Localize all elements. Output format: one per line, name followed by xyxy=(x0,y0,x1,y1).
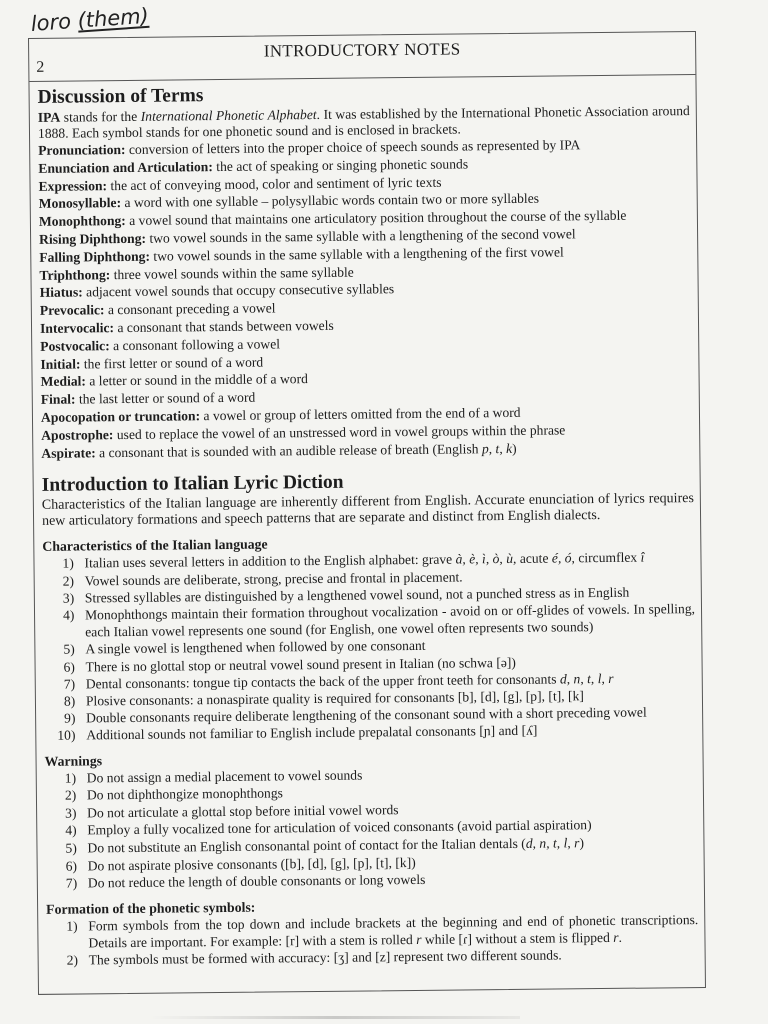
section-title-terms: Discussion of Terms xyxy=(37,85,204,108)
list-item: 1) Do not assign a medial placement to vowel sounds xyxy=(64,767,363,786)
page-title: INTRODUCTORY NOTES xyxy=(263,39,461,61)
term-item: Rising Diphthong: two vowel sounds in the same syllable with a lengthening of the second vowel xyxy=(39,226,576,247)
list-item: 3) Do not articulate a glottal stop before initial vowel words xyxy=(65,801,399,821)
handwritten-word: loro xyxy=(30,9,72,36)
list-item: 4) Employ a fully vocalized tone for articulation of voiced consonants (avoid partial aspiration) xyxy=(65,817,592,839)
warnings-list xyxy=(45,763,698,893)
scan-artifact xyxy=(150,1016,520,1019)
list-item: 7) Do not reduce the length of double consonants or long vowels xyxy=(65,872,426,891)
formation-list xyxy=(46,911,699,969)
list-item: 2) Vowel sounds are deliberate, strong, precise and frontal in placement. xyxy=(62,569,463,589)
section-title-italian: Introduction to Italian Lyric Diction xyxy=(41,472,344,497)
list-item: 6) There is no glottal stop or neutral vowel sound present in Italian (no schwa [ə]) xyxy=(63,654,516,675)
list-item: 7) Dental consonants: tongue tip contacts the back of the upper front teeth for consonants d, n, t, l, r xyxy=(63,670,614,692)
term-item: Prevocalic: a consonant preceding a vowel xyxy=(39,300,276,319)
list-item: 9) Double consonants require deliberate lengthening of the consonant sound with a short preceding vowel xyxy=(64,704,647,726)
term-item: Medial: a letter or sound in the middle of a word xyxy=(40,371,308,390)
term-item: Monophthong: a vowel sound that maintains one articulatory position throughout the course of the syllable xyxy=(38,207,627,230)
term-item: Monosyllable: a word with one syllable – polysyllabic words contain two or more syllables xyxy=(38,191,540,212)
handwritten-annotation xyxy=(30,4,150,36)
term-item: Expression: the act of conveying mood, color and sentiment of lyric texts xyxy=(38,174,442,194)
italian-intro-paragraph: Characteristics of the Italian language are inherently different from English. Accurate enunciation of lyrics requires new articulatory formations and speech patterns that are separate and distinct from English dialects. xyxy=(41,491,694,530)
term-item: Intervocalic: a consonant that stands between vowels xyxy=(39,317,334,336)
list-item: 1) Italian uses several letters in addition to the English alphabet: grave à, è, ì, ò, ù, acute é, ó, circumflex î xyxy=(62,549,645,572)
subsection-title-warnings: Warnings xyxy=(44,752,103,769)
subsection-title-formation: Formation of the phonetic symbols: xyxy=(46,899,256,917)
list-item: 6) Do not aspirate plosive consonants ([b], [d], [g], [p], [t], [k]) xyxy=(65,854,416,874)
list-item: 10) Additional sounds not familiar to English include prepalatal consonants [ɲ] and [ʎ] xyxy=(57,723,538,744)
list-item: 3) Stressed syllables are distinguished by a lengthened vowel sound, not a punched stress as in English xyxy=(62,584,630,606)
list-item: 8) Plosive consonants: a nonaspirate quality is required for consonants [b], [d], [g], [p], [t], [k] xyxy=(63,688,584,709)
term-item: Hiatus: adjacent vowel sounds that occupy consecutive syllables xyxy=(39,281,395,301)
list-item: 1) Form symbols from the top down and include brackets at the beginning and end of phonetic transcriptions. Details are important. For example: [r] with a stem is rolled r while [ɾ] without a stem is flipped r. xyxy=(66,911,699,951)
list-item: 2) Do not diphthongize monophthongs xyxy=(64,785,283,803)
term-item: Apostrophe: used to replace the vowel of an unstressed word in vowel groups within the phrase xyxy=(41,422,566,443)
page-header xyxy=(29,32,695,82)
term-item: Final: the last letter or sound of a word xyxy=(40,389,256,408)
subsection-title-characteristics: Characteristics of the Italian language xyxy=(42,536,268,555)
term-item: Initial: the first letter or sound of a word xyxy=(40,354,264,372)
term-item-ipa: IPA stands for the International Phonetic Alphabet. It was established by the International Phonetic Association around 1888. Each symbol stands for one phonetic sound and is enclosed in brackets. xyxy=(37,103,690,141)
list-item: 5) Do not substitute an English consonantal point of contact for the Italian dentals (d, n, t, l, r) xyxy=(65,835,585,856)
page-number: 2 xyxy=(36,58,45,76)
terms-list xyxy=(38,103,694,462)
list-item: 5) A single vowel is lengthened when followed by one consonant xyxy=(63,638,426,658)
page-frame xyxy=(28,31,706,995)
term-item: Postvocalic: a consonant following a vowel xyxy=(40,336,281,354)
term-item: Apocopation or truncation: a vowel or group of letters omitted from the end of a word xyxy=(40,404,521,425)
term-item: Enunciation and Articulation: the act of speaking or singing phonetic sounds xyxy=(38,156,469,176)
handwritten-gloss: (them) xyxy=(76,3,150,33)
term-item: Pronunciation: conversion of letters into the proper choice of speech sounds as represented by IPA xyxy=(38,137,581,158)
characteristics-list xyxy=(42,548,696,744)
term-item: Triphthong: three vowel sounds within the same syllable xyxy=(39,264,354,283)
page-content xyxy=(29,75,704,969)
term-label: IPA xyxy=(37,109,61,125)
list-item: 4) Monophthongs maintain their formation throughout vocalization - avoid on or off-glides of vowels. In spelling, each Italian vowel represents one sound (for English, one vowel often represents two sounds) xyxy=(62,601,696,640)
list-item: 2) The symbols must be formed with accuracy: [ʒ] and [z] represent two different sounds. xyxy=(66,947,562,968)
term-item: Falling Diphthong: two vowel sounds in the same syllable with a lengthening of the first vowel xyxy=(39,244,564,265)
term-item-aspirate: Aspirate: a consonant that is sounded with an audible release of breath (English p, t, k) xyxy=(41,440,517,461)
